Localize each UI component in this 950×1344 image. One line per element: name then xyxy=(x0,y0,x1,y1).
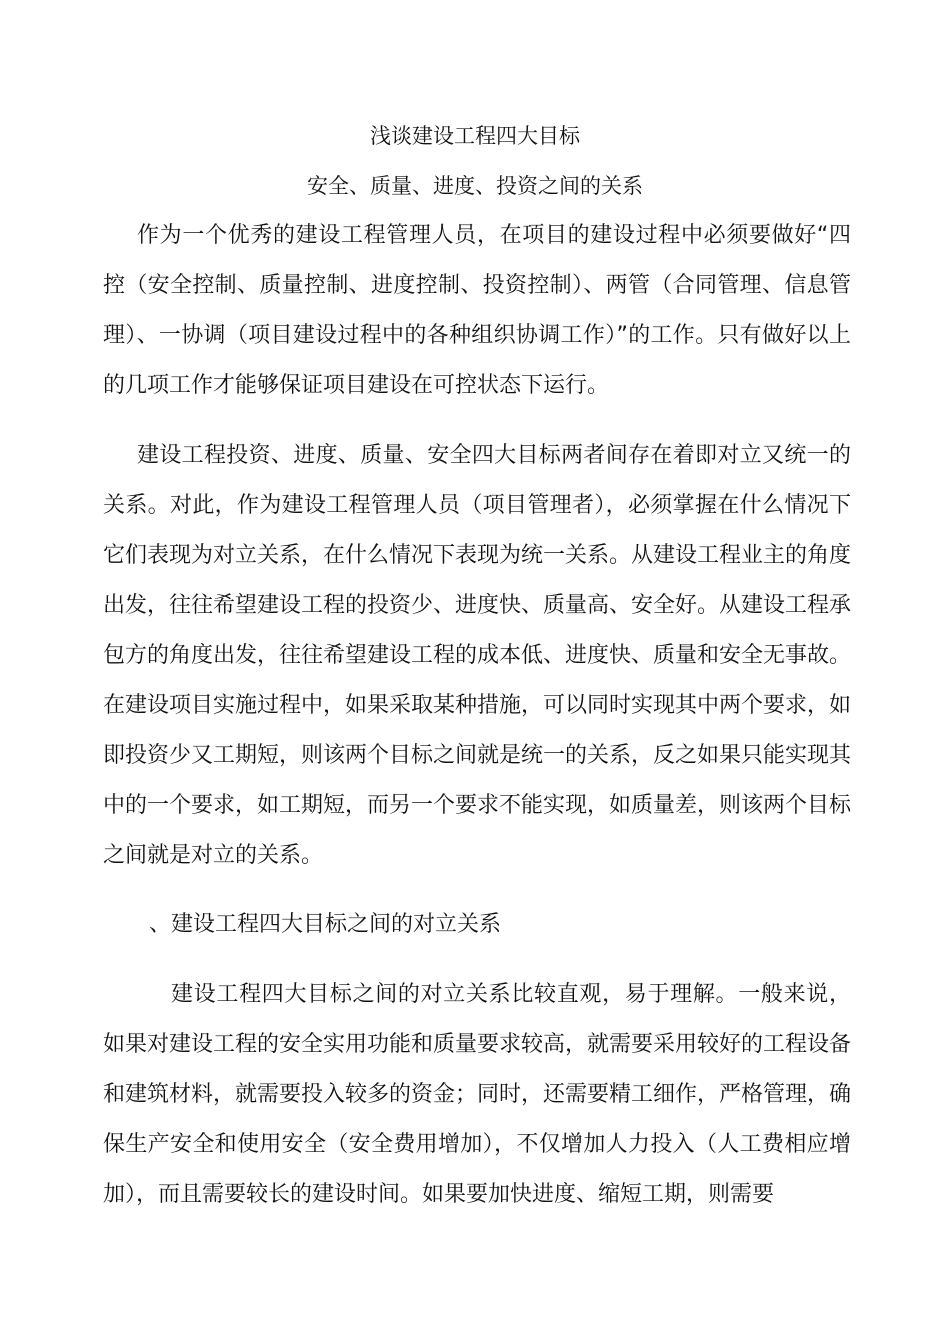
body-paragraph: 建设工程投资、进度、质量、安全四大目标两者间存在着即对立又统一的关系。对此，作为建设工程管理人员（项目管理者），必须掌握在什么情况下它们表现为对立关系，在什么情况下表现为统一关系。从建设工程业主的角度出发，往往希望建设工程的投资少、进度快、质量高、安全好。从建设工程承包方的角度出发，往往希望建设工程的成本低、进度快、质量和安全无事故。在建设项目实施过程中，如果采取某种措施，可以同时实现其中两个要求，如即投资少又工期短，则该两个目标之间就是统一的关系，反之如果只能实现其中的一个要求，如工期短，而另一个要求不能实现，如质量差，则该两个目标之间就是对立的关系。 xyxy=(103,443,852,868)
body-paragraph: 作为一个优秀的建设工程管理人员，在项目的建设过程中必须要做好“四控（安全控制、质量控制、进度控制、投资控制）、两管（合同管理、信息管理）、一协调（项目建设过程中的各种组织协调工作）”的工作。只有做好以上的几项工作才能够保证项目建设在可控状态下运行。 xyxy=(103,223,851,398)
document-title: 浅谈建设工程四大目标 xyxy=(370,124,580,148)
section-heading: 、建设工程四大目标之间的对立关系 xyxy=(149,912,502,937)
body-paragraph: 建设工程四大目标之间的对立关系比较直观，易于理解。一般来说，如果对建设工程的安全实用功能和质量要求较高，就需要采用较好的工程设备和建筑材料，就需要投入较多的资金；同时，还需要精工细作，严格管理，确保生产安全和使用安全（安全费用增加），不仅增加人力投入（人工费相应增加），而且需要较长的建设时间。如果要加快进度、缩短工期，则需要 xyxy=(103,982,852,1207)
document-subtitle: 安全、质量、进度、投资之间的关系 xyxy=(307,174,643,198)
